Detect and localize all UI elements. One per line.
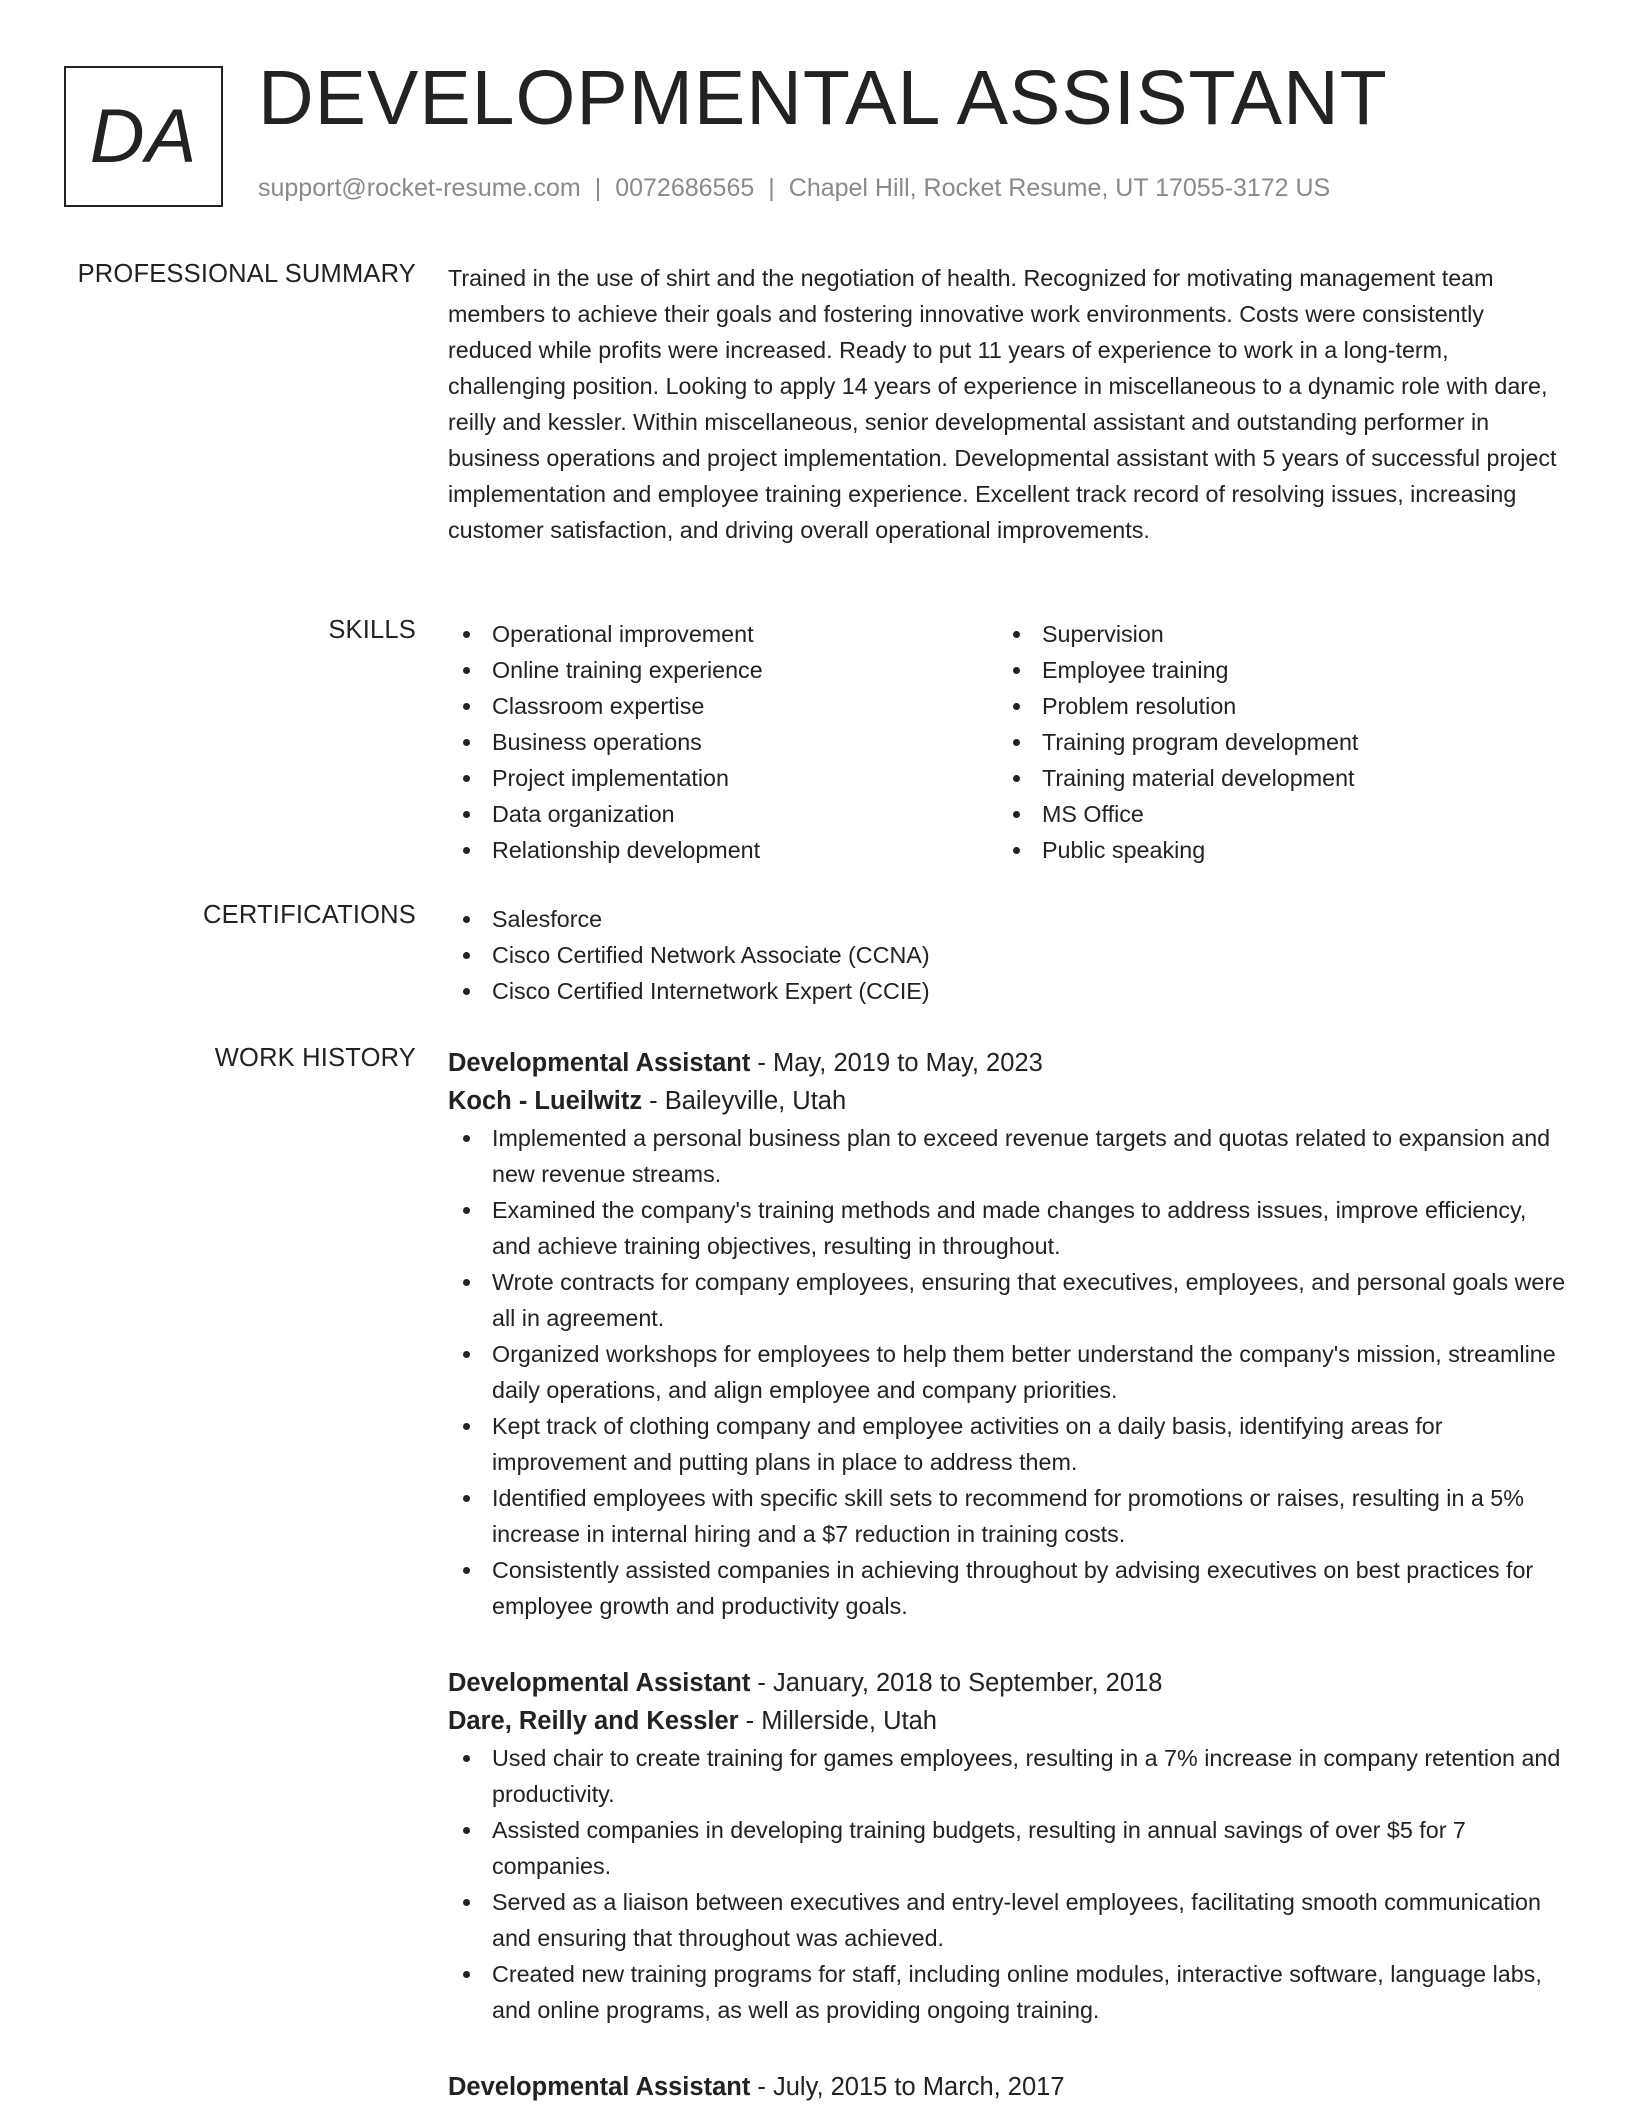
- contact-separator: |: [594, 174, 602, 202]
- section-heading-summary: PROFESSIONAL SUMMARY: [77, 260, 416, 288]
- skill-item: Public speaking: [998, 832, 1548, 868]
- job-bullets: [448, 1120, 1568, 1624]
- certification-item: Cisco Certified Internetwork Expert (CCIE): [448, 973, 1568, 1009]
- skill-item: Employee training: [998, 652, 1548, 688]
- job-title: Developmental Assistant: [448, 2073, 751, 2101]
- contact-line: [258, 174, 1330, 203]
- job-bullet-item: Wrote contracts for company employees, ensuring that executives, employees, and personal goals were all in agreement.: [448, 1264, 1568, 1336]
- job-bullet-item: Identified employees with specific skill sets to recommend for promotions or raises, resulting in a 5% increase in internal hiring and a $7 reduction in training costs.: [448, 1480, 1568, 1552]
- job-title: Developmental Assistant: [448, 1669, 751, 1697]
- job-entry: [448, 1044, 1568, 1624]
- job-bullets: [448, 1740, 1568, 2028]
- work-history-body: [448, 1044, 1568, 2106]
- job-company-line: [448, 1702, 1568, 1740]
- job-title: Developmental Assistant: [448, 1049, 751, 1077]
- skill-item: Classroom expertise: [448, 688, 998, 724]
- certifications-list: [448, 901, 1568, 1009]
- job-bullet-item: Assisted companies in developing training budgets, resulting in annual savings of over $5 for 7 companies.: [448, 1812, 1568, 1884]
- job-company: Koch - Lueilwitz: [448, 1087, 643, 1115]
- job-dates: - May, 2019 to May, 2023: [750, 1049, 1043, 1077]
- job-title-line: [448, 1044, 1568, 1082]
- job-location: - Baileyville, Utah: [642, 1087, 847, 1115]
- job-bullet-item: Created new training programs for staff, including online modules, interactive software, language labs, and online programs, as well as providing ongoing training.: [448, 1956, 1568, 2028]
- job-title-line: [448, 2068, 1568, 2106]
- job-dates: - January, 2018 to September, 2018: [750, 1669, 1163, 1697]
- job-company-line: [448, 1082, 1568, 1120]
- skill-item: Problem resolution: [998, 688, 1548, 724]
- skill-item: Project implementation: [448, 760, 998, 796]
- skill-item: Online training experience: [448, 652, 998, 688]
- skill-item: Business operations: [448, 724, 998, 760]
- job-title-line: [448, 1664, 1568, 1702]
- job-entry: [448, 1664, 1568, 2028]
- skill-item: Supervision: [998, 616, 1548, 652]
- skill-item: Operational improvement: [448, 616, 998, 652]
- job-location: - Millerside, Utah: [738, 1707, 937, 1735]
- page-title: DEVELOPMENTAL ASSISTANT: [258, 55, 1388, 141]
- skill-item: Data organization: [448, 796, 998, 832]
- contact-address: Chapel Hill, Rocket Resume, UT 17055-3172 US: [788, 174, 1331, 202]
- job-bullet-item: Kept track of clothing company and employee activities on a daily basis, identifying areas for improvement and putting plans in place to address them.: [448, 1408, 1568, 1480]
- skill-item: Training material development: [998, 760, 1548, 796]
- job-entry: [448, 2068, 1568, 2106]
- contact-email: support@rocket-resume.com: [258, 174, 581, 202]
- job-bullet-item: Examined the company's training methods and made changes to address issues, improve efficiency, and achieve training objectives, resulting in throughout.: [448, 1192, 1568, 1264]
- certifications-body: [448, 901, 1568, 1009]
- job-bullet-item: Consistently assisted companies in achieving throughout by advising executives on best practices for employee growth and productivity goals.: [448, 1552, 1568, 1624]
- contact-separator: |: [768, 174, 775, 202]
- skill-item: Training program development: [998, 724, 1548, 760]
- job-company: Dare, Reilly and Kessler: [448, 1707, 739, 1735]
- skills-body: [448, 616, 1568, 868]
- job-bullet-item: Implemented a personal business plan to exceed revenue targets and quotas related to expansion and new revenue streams.: [448, 1120, 1568, 1192]
- job-bullet-item: Used chair to create training for games employees, resulting in a 7% increase in company retention and productivity.: [448, 1740, 1568, 1812]
- job-bullet-item: Organized workshops for employees to help them better understand the company's mission, streamline daily operations, and align employee and company priorities.: [448, 1336, 1568, 1408]
- contact-phone: 0072686565: [615, 174, 755, 202]
- section-heading-certifications: CERTIFICATIONS: [203, 901, 416, 929]
- skills-column-left: [448, 616, 998, 868]
- skills-column-right: [998, 616, 1548, 868]
- skill-item: MS Office: [998, 796, 1548, 832]
- job-dates: - July, 2015 to March, 2017: [750, 2073, 1065, 2101]
- section-heading-work-history: WORK HISTORY: [214, 1044, 416, 1072]
- summary-text: Trained in the use of shirt and the negotiation of health. Recognized for motivating management team members to achieve their goals and fostering innovative work environments. Costs were consistently reduced while profits were increased. Ready to put 11 years of experience to work in a long-term, challenging position. Looking to apply 14 years of experience in miscellaneous to a dynamic role with dare, reilly and kessler. Within miscellaneous, senior developmental assistant and outstanding performer in business operations and project implementation. Developmental assistant with 5 years of successful project implementation and employee training experience. Excellent track record of resolving issues, increasing customer satisfaction, and driving overall operational improvements.: [448, 265, 1557, 543]
- skill-item: Relationship development: [448, 832, 998, 868]
- certification-item: Salesforce: [448, 901, 1568, 937]
- job-bullet-item: Served as a liaison between executives and entry-level employees, facilitating smooth communication and ensuring that throughout was achieved.: [448, 1884, 1568, 1956]
- certification-item: Cisco Certified Network Associate (CCNA): [448, 937, 1568, 973]
- monogram-badge: DA: [64, 66, 223, 207]
- section-heading-skills: SKILLS: [328, 616, 416, 644]
